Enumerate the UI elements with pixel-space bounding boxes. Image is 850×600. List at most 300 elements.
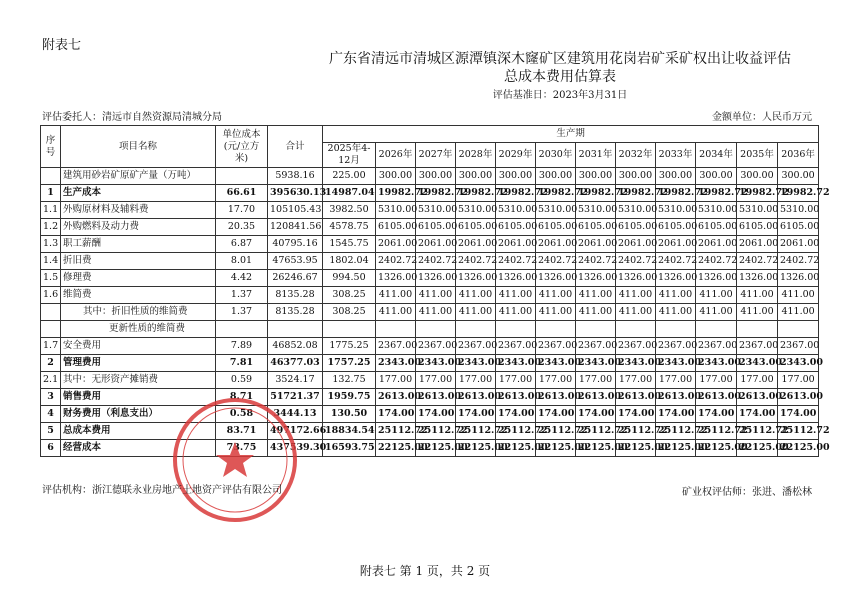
row-value: 19982.72 [416, 185, 456, 202]
row-value: 1545.75 [323, 236, 376, 253]
row-value: 19982.72 [376, 185, 416, 202]
row-value: 5310.00 [496, 202, 536, 219]
row-value: 177.00 [456, 372, 496, 389]
row-seq: 1.7 [41, 338, 61, 355]
row-value: 177.00 [496, 372, 536, 389]
row-value [323, 321, 376, 338]
row-total: 8135.28 [268, 287, 323, 304]
row-value: 25112.72 [376, 423, 416, 440]
row-value: 1326.00 [376, 270, 416, 287]
row-value: 14987.04 [323, 185, 376, 202]
row-total: 40795.16 [268, 236, 323, 253]
row-name: 其中：折旧性质的维简费 [61, 304, 216, 321]
row-value: 177.00 [696, 372, 737, 389]
table-row [41, 338, 819, 355]
row-value: 2613.00 [778, 389, 819, 406]
document-title: 广东省清远市清城区源潭镇深木窿矿区建筑用花岗岩矿采矿权出让收益评估 [329, 51, 791, 67]
row-total: 120841.56 [268, 219, 323, 236]
row-name: 安全费用 [61, 338, 216, 355]
row-value: 300.00 [576, 168, 616, 185]
client-label: 评估委托人：清远市自然资源局清城分局 [42, 112, 222, 123]
row-value: 2613.00 [696, 389, 737, 406]
row-value: 22125.00 [656, 440, 696, 457]
row-total: 51721.37 [268, 389, 323, 406]
row-value: 2367.00 [737, 338, 778, 355]
row-unit-cost: 83.71 [216, 423, 268, 440]
row-value: 22125.00 [376, 440, 416, 457]
table-row [41, 168, 819, 185]
table-row [41, 389, 819, 406]
row-value: 6105.00 [616, 219, 656, 236]
row-value: 2061.00 [376, 236, 416, 253]
row-value [616, 321, 656, 338]
row-name: 更新性质的维简费 [61, 321, 216, 338]
header-year: 2032年 [616, 143, 656, 168]
row-unit-cost: 20.35 [216, 219, 268, 236]
row-value: 177.00 [376, 372, 416, 389]
row-value: 5310.00 [696, 202, 737, 219]
row-value: 6105.00 [696, 219, 737, 236]
row-value: 1326.00 [496, 270, 536, 287]
row-seq: 1.2 [41, 219, 61, 236]
row-value: 300.00 [536, 168, 576, 185]
row-value [376, 321, 416, 338]
row-value: 411.00 [696, 287, 737, 304]
row-value: 1959.75 [323, 389, 376, 406]
company-seal [170, 395, 300, 525]
row-seq: 1.1 [41, 202, 61, 219]
row-seq [41, 168, 61, 185]
row-value: 22125.00 [778, 440, 819, 457]
row-value: 1326.00 [778, 270, 819, 287]
row-value: 2061.00 [656, 236, 696, 253]
row-value: 177.00 [737, 372, 778, 389]
row-value: 1326.00 [616, 270, 656, 287]
row-value: 5310.00 [656, 202, 696, 219]
row-seq [41, 321, 61, 338]
row-value: 22125.00 [737, 440, 778, 457]
row-value: 411.00 [416, 287, 456, 304]
row-value: 174.00 [616, 406, 656, 423]
row-value: 19982.72 [536, 185, 576, 202]
row-value: 25112.72 [536, 423, 576, 440]
row-unit-cost: 66.61 [216, 185, 268, 202]
row-name: 生产成本 [61, 185, 216, 202]
header-year: 2027年 [416, 143, 456, 168]
row-value: 19982.72 [456, 185, 496, 202]
row-value: 411.00 [737, 287, 778, 304]
row-value: 25112.72 [696, 423, 737, 440]
row-name: 财务费用（利息支出） [61, 406, 216, 423]
document-subtitle: 总成本费用估算表 [504, 69, 616, 85]
row-value: 25112.72 [737, 423, 778, 440]
row-value: 2402.72 [616, 253, 656, 270]
row-value: 132.75 [323, 372, 376, 389]
row-value: 177.00 [616, 372, 656, 389]
row-value: 2402.72 [376, 253, 416, 270]
row-value: 2613.00 [656, 389, 696, 406]
row-value: 5310.00 [536, 202, 576, 219]
row-value: 411.00 [616, 287, 656, 304]
header-year: 2026年 [376, 143, 416, 168]
row-value: 2402.72 [696, 253, 737, 270]
row-seq: 2.1 [41, 372, 61, 389]
row-value [656, 321, 696, 338]
row-name: 管理费用 [61, 355, 216, 372]
header-total: 合计 [268, 126, 323, 168]
row-value: 22125.00 [696, 440, 737, 457]
row-value: 1775.25 [323, 338, 376, 355]
row-value: 2402.72 [416, 253, 456, 270]
row-value: 5310.00 [778, 202, 819, 219]
header-year: 2033年 [656, 143, 696, 168]
row-value: 6105.00 [456, 219, 496, 236]
row-value: 6105.00 [376, 219, 416, 236]
row-name: 建筑用砂岩矿原矿产量（万吨） [61, 168, 216, 185]
row-unit-cost: 0.58 [216, 406, 268, 423]
row-value: 411.00 [536, 304, 576, 321]
row-value: 16593.75 [323, 440, 376, 457]
row-value [456, 321, 496, 338]
row-total: 395630.13 [268, 185, 323, 202]
row-unit-cost [216, 321, 268, 338]
row-value: 174.00 [696, 406, 737, 423]
row-value: 411.00 [576, 287, 616, 304]
row-value: 19982.72 [576, 185, 616, 202]
row-value: 1326.00 [576, 270, 616, 287]
header-year: 2030年 [536, 143, 576, 168]
row-value: 2061.00 [737, 236, 778, 253]
row-value: 22125.00 [576, 440, 616, 457]
row-value: 2402.72 [778, 253, 819, 270]
row-unit-cost: 7.89 [216, 338, 268, 355]
row-value: 2343.00 [536, 355, 576, 372]
row-value: 308.25 [323, 287, 376, 304]
row-value: 2367.00 [376, 338, 416, 355]
row-value: 174.00 [376, 406, 416, 423]
row-value: 411.00 [376, 287, 416, 304]
row-value: 300.00 [696, 168, 737, 185]
row-value: 177.00 [778, 372, 819, 389]
row-name: 销售费用 [61, 389, 216, 406]
row-value [416, 321, 456, 338]
row-value: 300.00 [656, 168, 696, 185]
row-value: 1326.00 [456, 270, 496, 287]
row-unit-cost: 8.71 [216, 389, 268, 406]
row-name: 职工薪酬 [61, 236, 216, 253]
row-value: 1326.00 [656, 270, 696, 287]
row-value: 2367.00 [656, 338, 696, 355]
row-value: 174.00 [456, 406, 496, 423]
row-value: 300.00 [616, 168, 656, 185]
row-value: 130.50 [323, 406, 376, 423]
row-unit-cost [216, 168, 268, 185]
row-value: 5310.00 [416, 202, 456, 219]
row-value: 177.00 [576, 372, 616, 389]
row-value: 3982.50 [323, 202, 376, 219]
row-value: 2613.00 [536, 389, 576, 406]
row-value: 2367.00 [696, 338, 737, 355]
table-row [41, 236, 819, 253]
row-value: 6105.00 [656, 219, 696, 236]
row-value: 2613.00 [376, 389, 416, 406]
row-total: 46377.03 [268, 355, 323, 372]
row-unit-cost: 1.37 [216, 287, 268, 304]
row-value: 411.00 [496, 287, 536, 304]
row-value: 22125.00 [536, 440, 576, 457]
row-value [696, 321, 737, 338]
row-value: 2367.00 [416, 338, 456, 355]
header-unit-cost: 单位成本(元/立方米) [216, 126, 268, 168]
row-seq: 1.4 [41, 253, 61, 270]
row-value: 2061.00 [616, 236, 656, 253]
row-name: 修理费 [61, 270, 216, 287]
row-value: 2402.72 [496, 253, 536, 270]
row-value: 1757.25 [323, 355, 376, 372]
row-value: 411.00 [737, 304, 778, 321]
row-seq: 6 [41, 440, 61, 457]
row-value: 174.00 [536, 406, 576, 423]
row-value: 2367.00 [496, 338, 536, 355]
row-value: 174.00 [416, 406, 456, 423]
row-unit-cost: 1.37 [216, 304, 268, 321]
row-value: 19982.72 [696, 185, 737, 202]
row-value: 5310.00 [576, 202, 616, 219]
row-value: 19982.72 [616, 185, 656, 202]
row-value: 2343.00 [696, 355, 737, 372]
row-value: 411.00 [656, 304, 696, 321]
row-name: 外购原材料及辅料费 [61, 202, 216, 219]
row-value: 1326.00 [737, 270, 778, 287]
row-value: 25112.72 [416, 423, 456, 440]
row-value: 2367.00 [778, 338, 819, 355]
row-total: 47653.95 [268, 253, 323, 270]
row-value: 174.00 [496, 406, 536, 423]
row-unit-cost: 0.59 [216, 372, 268, 389]
row-value: 994.50 [323, 270, 376, 287]
row-value: 22125.00 [416, 440, 456, 457]
table-row [41, 321, 819, 338]
row-value: 411.00 [416, 304, 456, 321]
row-total: 3444.13 [268, 406, 323, 423]
row-unit-cost: 17.70 [216, 202, 268, 219]
row-value: 300.00 [416, 168, 456, 185]
currency-unit: 金额单位：人民币万元 [712, 112, 812, 123]
row-value [778, 321, 819, 338]
assessor-label: 评估机构：浙江德联永业房地产土地资产评估有限公司 [42, 485, 282, 496]
header-year: 2036年 [778, 143, 819, 168]
row-total: 8135.28 [268, 304, 323, 321]
row-value: 5310.00 [616, 202, 656, 219]
row-value: 300.00 [737, 168, 778, 185]
row-value: 1802.04 [323, 253, 376, 270]
row-value: 1326.00 [536, 270, 576, 287]
row-value: 2613.00 [456, 389, 496, 406]
row-total [268, 321, 323, 338]
row-value: 2402.72 [656, 253, 696, 270]
row-value: 411.00 [778, 287, 819, 304]
row-value: 2613.00 [496, 389, 536, 406]
row-unit-cost: 7.81 [216, 355, 268, 372]
row-name: 总成本费用 [61, 423, 216, 440]
row-seq [41, 304, 61, 321]
row-value: 22125.00 [456, 440, 496, 457]
row-name: 维简费 [61, 287, 216, 304]
row-value: 19982.72 [737, 185, 778, 202]
row-value: 2367.00 [456, 338, 496, 355]
header-year: 2029年 [496, 143, 536, 168]
row-value: 2343.00 [737, 355, 778, 372]
appendix-label: 附表七 [42, 38, 82, 53]
row-value: 411.00 [778, 304, 819, 321]
row-unit-cost: 8.01 [216, 253, 268, 270]
row-value: 5310.00 [737, 202, 778, 219]
row-value: 25112.72 [616, 423, 656, 440]
row-seq: 1.3 [41, 236, 61, 253]
row-value: 6105.00 [536, 219, 576, 236]
header-year: 2025年4-12月 [323, 143, 376, 168]
row-value: 300.00 [778, 168, 819, 185]
row-value: 5310.00 [376, 202, 416, 219]
row-value [576, 321, 616, 338]
header-year: 2031年 [576, 143, 616, 168]
row-value: 2061.00 [696, 236, 737, 253]
row-value: 4578.75 [323, 219, 376, 236]
table-row [41, 304, 819, 321]
row-value: 6105.00 [496, 219, 536, 236]
row-value: 2061.00 [456, 236, 496, 253]
table-row [41, 440, 819, 457]
row-total: 5938.16 [268, 168, 323, 185]
row-value: 2367.00 [616, 338, 656, 355]
row-seq: 1.6 [41, 287, 61, 304]
row-name: 其中：无形资产摊销费 [61, 372, 216, 389]
row-value: 2061.00 [576, 236, 616, 253]
row-value: 22125.00 [616, 440, 656, 457]
row-value: 1326.00 [696, 270, 737, 287]
row-value: 2613.00 [616, 389, 656, 406]
row-value: 2343.00 [376, 355, 416, 372]
row-value: 2402.72 [576, 253, 616, 270]
row-value: 18834.54 [323, 423, 376, 440]
row-value: 25112.72 [576, 423, 616, 440]
table-row [41, 219, 819, 236]
table-row [41, 423, 819, 440]
row-value: 411.00 [456, 304, 496, 321]
row-value: 300.00 [456, 168, 496, 185]
table-row [41, 372, 819, 389]
table-row [41, 355, 819, 372]
row-value: 2343.00 [576, 355, 616, 372]
row-unit-cost: 6.87 [216, 236, 268, 253]
row-value: 2343.00 [416, 355, 456, 372]
row-seq: 5 [41, 423, 61, 440]
row-seq: 1 [41, 185, 61, 202]
row-value [536, 321, 576, 338]
row-value: 6105.00 [576, 219, 616, 236]
appraisers-label: 矿业权评估师：张进、潘松林 [682, 487, 812, 498]
row-value: 2343.00 [616, 355, 656, 372]
row-total: 437539.30 [268, 440, 323, 457]
row-value: 6105.00 [778, 219, 819, 236]
row-unit-cost: 73.75 [216, 440, 268, 457]
row-value: 25112.72 [456, 423, 496, 440]
row-value: 225.00 [323, 168, 376, 185]
row-value: 411.00 [456, 287, 496, 304]
row-value: 1326.00 [416, 270, 456, 287]
header-year: 2035年 [737, 143, 778, 168]
table-row [41, 270, 819, 287]
row-value: 174.00 [737, 406, 778, 423]
row-value: 19982.72 [656, 185, 696, 202]
row-value: 174.00 [576, 406, 616, 423]
row-value: 2061.00 [536, 236, 576, 253]
row-name: 折旧费 [61, 253, 216, 270]
row-total: 26246.67 [268, 270, 323, 287]
row-value: 2613.00 [737, 389, 778, 406]
row-seq: 3 [41, 389, 61, 406]
table-row [41, 287, 819, 304]
page-footer: 附表七 第 1 页，共 2 页 [359, 564, 491, 578]
row-value: 25112.72 [656, 423, 696, 440]
row-seq: 2 [41, 355, 61, 372]
row-value [496, 321, 536, 338]
table-row [41, 253, 819, 270]
cost-table [40, 125, 830, 457]
row-value: 19982.72 [496, 185, 536, 202]
row-value: 174.00 [778, 406, 819, 423]
row-unit-cost: 4.42 [216, 270, 268, 287]
row-value: 2061.00 [496, 236, 536, 253]
row-value: 2343.00 [496, 355, 536, 372]
row-value: 6105.00 [737, 219, 778, 236]
row-value: 22125.00 [496, 440, 536, 457]
row-value: 2367.00 [576, 338, 616, 355]
row-value: 300.00 [496, 168, 536, 185]
row-value: 2402.72 [737, 253, 778, 270]
header-seq: 序号 [41, 126, 61, 168]
row-name: 外购燃料及动力费 [61, 219, 216, 236]
row-value: 2343.00 [656, 355, 696, 372]
row-value: 177.00 [416, 372, 456, 389]
row-value: 2613.00 [576, 389, 616, 406]
row-value: 411.00 [616, 304, 656, 321]
table-row [41, 202, 819, 219]
row-value: 2613.00 [416, 389, 456, 406]
row-value: 2402.72 [536, 253, 576, 270]
header-item: 项目名称 [61, 126, 216, 168]
row-value: 25112.72 [496, 423, 536, 440]
header-year: 2028年 [456, 143, 496, 168]
row-value: 19982.72 [778, 185, 819, 202]
row-value: 25112.72 [778, 423, 819, 440]
row-value: 2402.72 [456, 253, 496, 270]
table-row [41, 185, 819, 202]
table-row [41, 406, 819, 423]
row-value: 411.00 [376, 304, 416, 321]
row-total: 46852.08 [268, 338, 323, 355]
row-value: 6105.00 [416, 219, 456, 236]
row-value: 177.00 [656, 372, 696, 389]
row-seq: 4 [41, 406, 61, 423]
row-value: 411.00 [656, 287, 696, 304]
row-total: 497172.66 [268, 423, 323, 440]
row-value: 2367.00 [536, 338, 576, 355]
row-value: 411.00 [496, 304, 536, 321]
row-seq: 1.5 [41, 270, 61, 287]
row-value: 411.00 [696, 304, 737, 321]
row-value: 308.25 [323, 304, 376, 321]
